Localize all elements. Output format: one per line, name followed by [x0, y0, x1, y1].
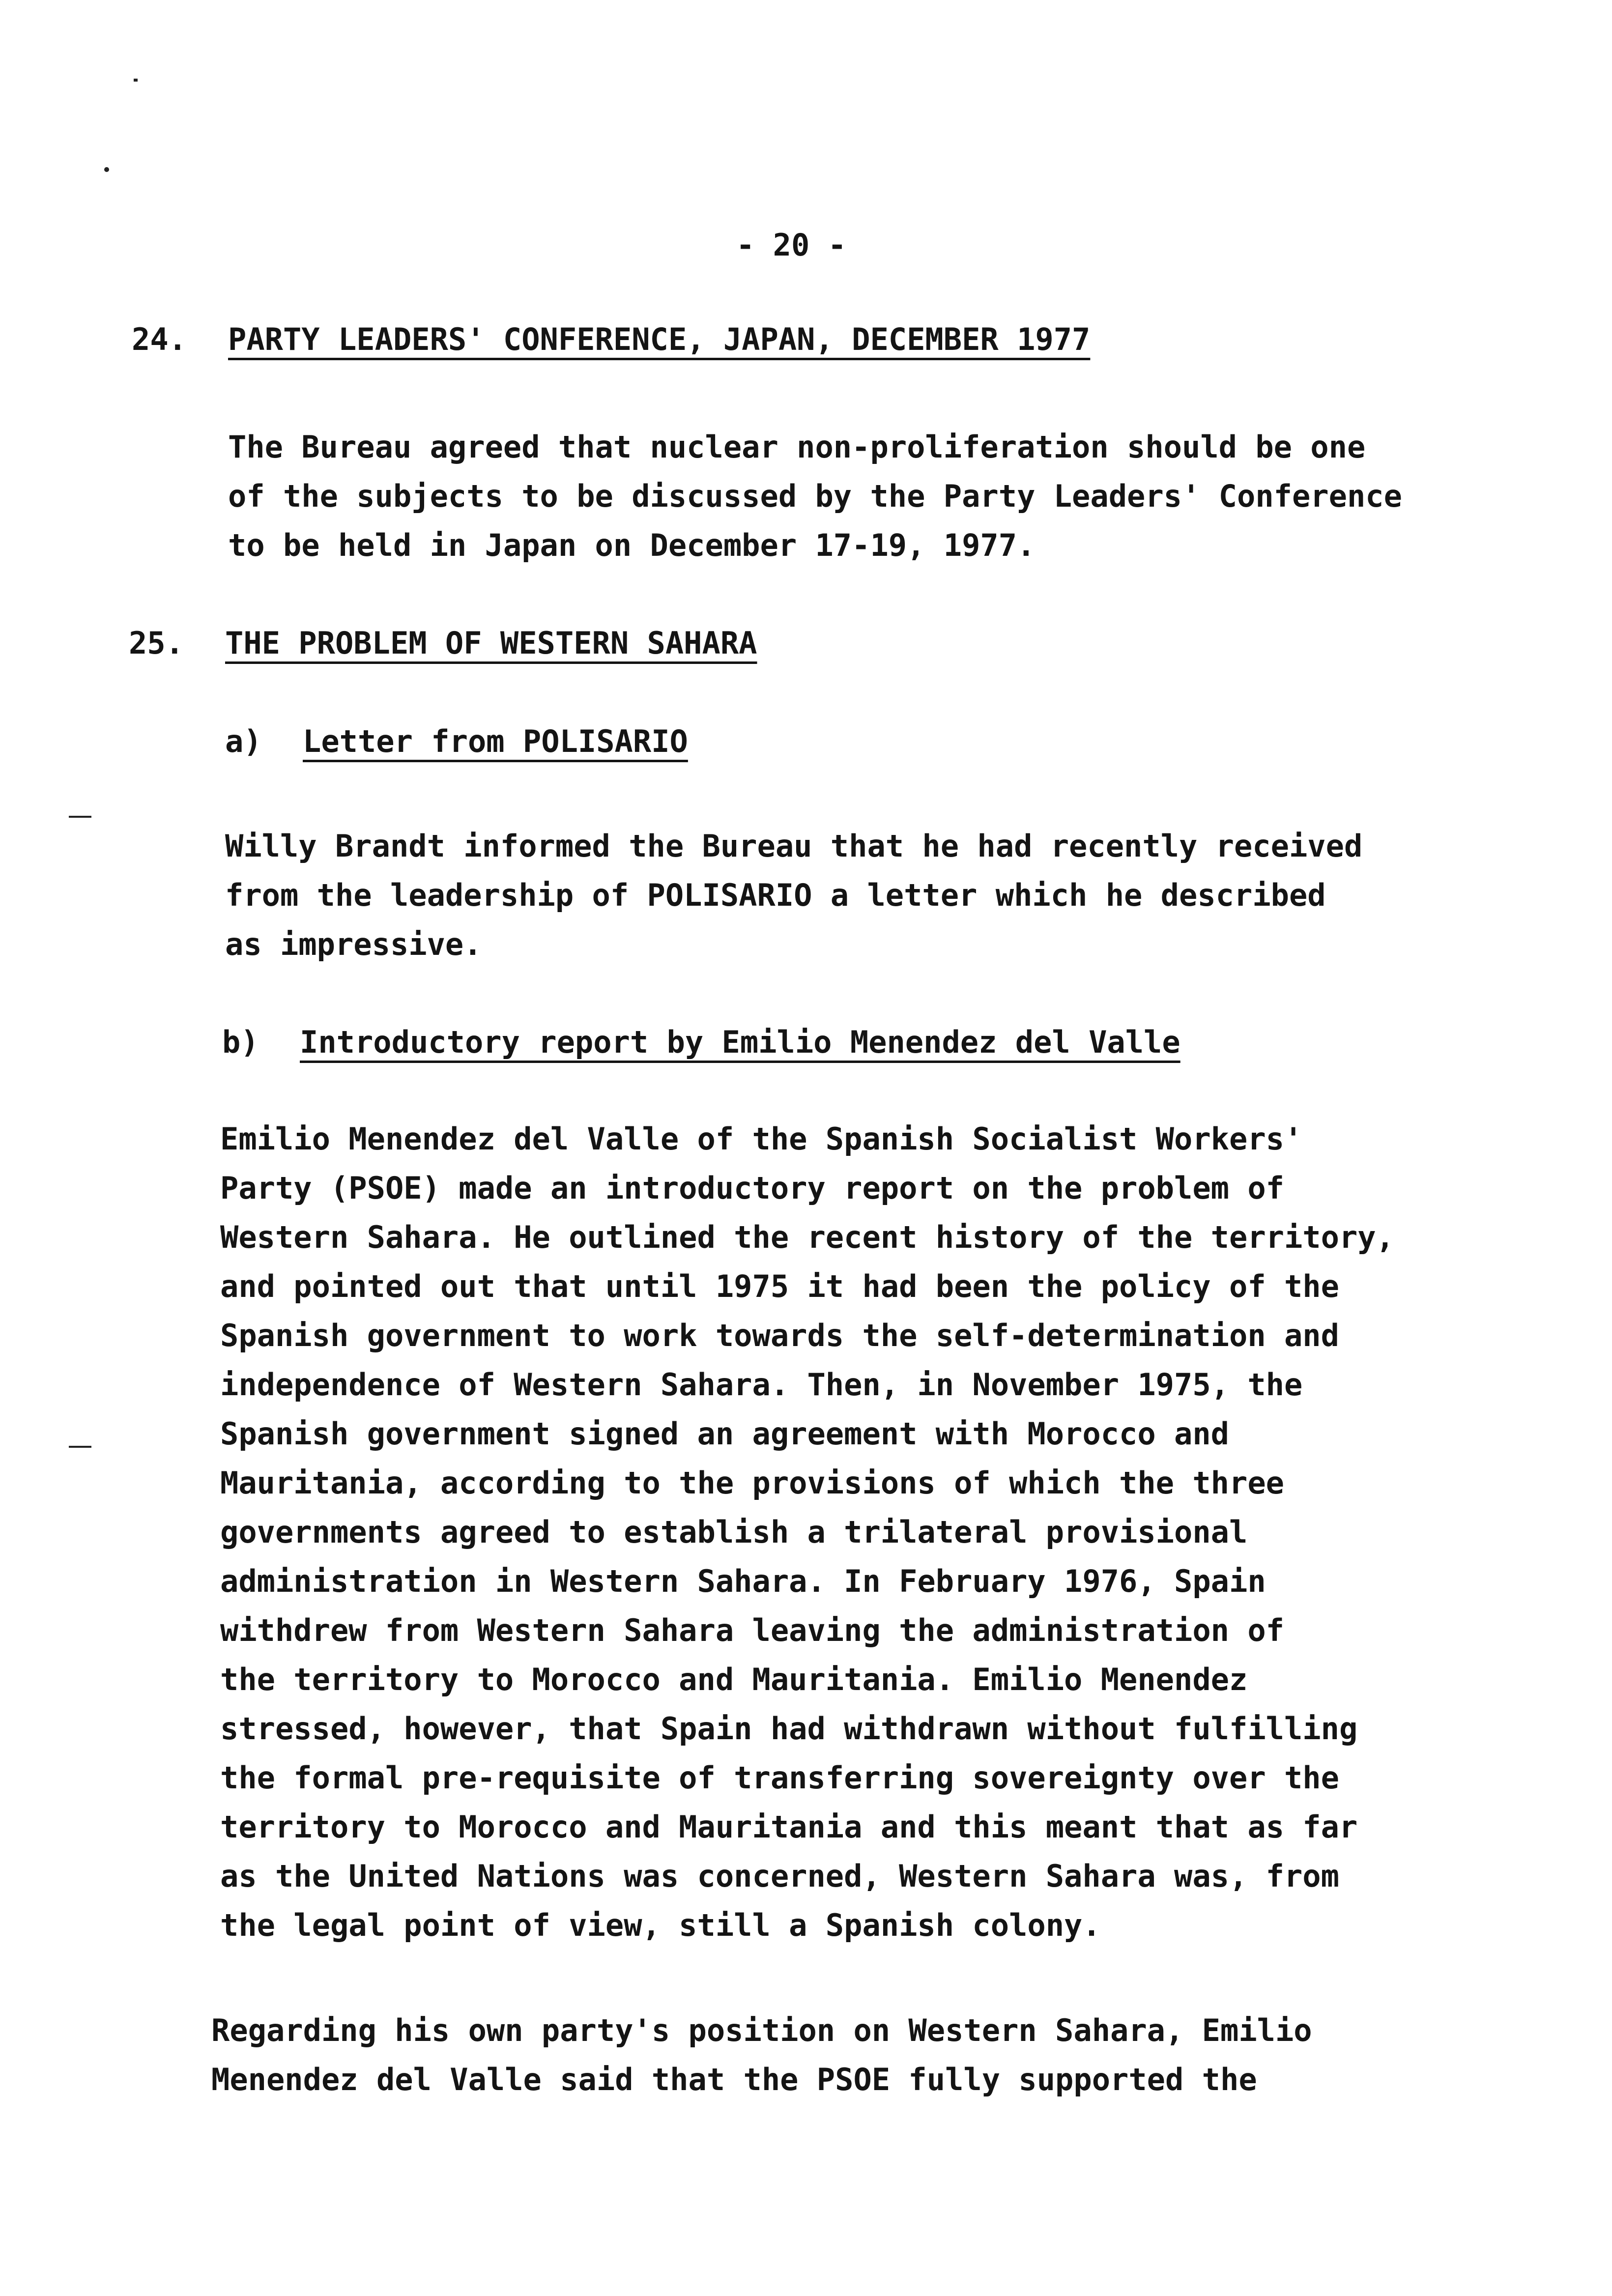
paragraph-line: of the subjects to be discussed by the Party Leaders' Conference	[228, 478, 1402, 514]
paragraph-line: Menendez del Valle said that the PSOE fully supported the	[211, 2062, 1257, 2097]
paragraph-line: the territory to Morocco and Mauritania. Emilio Menendez	[220, 1662, 1248, 1697]
margin-mark	[69, 816, 91, 818]
subsection-letter: a)	[225, 723, 262, 759]
subsection-title: Letter from POLISARIO	[303, 723, 688, 759]
subsection-a-paragraph	[225, 822, 1362, 969]
section-number: 25.	[129, 625, 184, 661]
paragraph-line: Spanish government signed an agreement with Morocco and	[220, 1416, 1229, 1452]
page-number: - 20 -	[736, 227, 846, 263]
section-title: PARTY LEADERS' CONFERENCE, JAPAN, DECEMBER 1977	[228, 321, 1091, 357]
paragraph-line: The Bureau agreed that nuclear non-proliferation should be one	[228, 429, 1366, 465]
section-24-paragraph	[228, 423, 1402, 570]
paragraph-line: governments agreed to establish a trilateral provisional	[220, 1514, 1248, 1550]
paragraph-line: withdrew from Western Sahara leaving the administration of	[220, 1612, 1284, 1648]
paragraph-line: the legal point of view, still a Spanish colony.	[220, 1907, 1101, 1943]
paragraph-line: as the United Nations was concerned, Western Sahara was, from	[220, 1858, 1339, 1894]
subsection-b-paragraph-2	[211, 2006, 1312, 2104]
paragraph-line: and pointed out that until 1975 it had been the policy of the	[220, 1268, 1339, 1304]
paragraph-line: Willy Brandt informed the Bureau that he had recently received	[225, 828, 1363, 864]
paragraph-line: territory to Morocco and Mauritania and this meant that as far	[220, 1809, 1358, 1845]
paragraph-line: Regarding his own party's position on Western Sahara, Emilio	[211, 2012, 1312, 2048]
paragraph-line: Mauritania, according to the provisions of which the three	[220, 1465, 1284, 1501]
scan-speck	[134, 79, 138, 82]
paragraph-line: from the leadership of POLISARIO a letter which he described	[225, 877, 1326, 913]
subsection-title: Introductory report by Emilio Menendez del Valle	[300, 1024, 1180, 1060]
section-number: 24.	[132, 321, 187, 357]
paragraph-line: Spanish government to work towards the self-determination and	[220, 1318, 1339, 1353]
paragraph-line: stressed, however, that Spain had withdrawn without fulfilling	[220, 1711, 1358, 1747]
paragraph-line: the formal pre-requisite of transferring sovereignty over the	[220, 1760, 1339, 1796]
subsection-b-paragraph	[220, 1115, 1394, 1950]
subsection-letter: b)	[222, 1024, 259, 1060]
paragraph-line: to be held in Japan on December 17-19, 1977.	[228, 527, 1036, 563]
paragraph-line: Emilio Menendez del Valle of the Spanish Socialist Workers'	[220, 1121, 1303, 1157]
margin-mark	[69, 1446, 91, 1448]
paragraph-line: Party (PSOE) made an introductory report on the problem of	[220, 1170, 1284, 1206]
paragraph-line: Western Sahara. He outlined the recent history of the territory,	[220, 1219, 1394, 1255]
section-title: THE PROBLEM OF WESTERN SAHARA	[225, 625, 757, 661]
paragraph-line: independence of Western Sahara. Then, in November 1975, the	[220, 1367, 1303, 1403]
paragraph-line: as impressive.	[225, 926, 482, 962]
scan-speck	[104, 167, 109, 172]
paragraph-line: administration in Western Sahara. In February 1976, Spain	[220, 1563, 1266, 1599]
